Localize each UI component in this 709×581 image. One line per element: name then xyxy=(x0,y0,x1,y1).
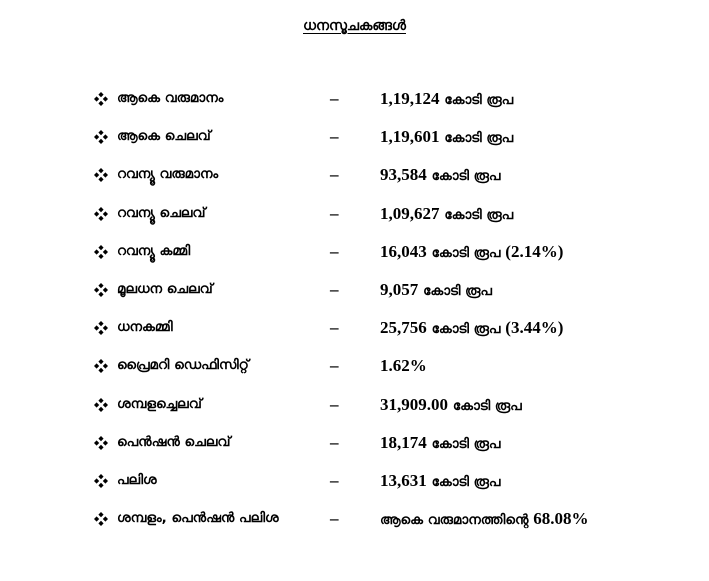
list-item xyxy=(0,279,709,317)
indicator-label: റവന്യൂ കമ്മി xyxy=(117,242,191,259)
list-item xyxy=(0,203,709,241)
diamond-bullet-icon xyxy=(94,359,108,373)
separator-dash: – xyxy=(330,432,339,452)
indicator-value xyxy=(380,509,589,529)
separator-dash: – xyxy=(330,165,339,185)
separator-dash: – xyxy=(330,241,339,261)
indicator-value xyxy=(380,242,563,262)
separator-dash: – xyxy=(330,318,339,338)
value-number: 25,756 xyxy=(380,318,427,338)
indicator-label: റവന്യൂ വരുമാനം xyxy=(117,166,219,183)
indicator-value xyxy=(380,127,513,147)
list-item xyxy=(0,241,709,279)
indicator-value xyxy=(380,433,500,453)
value-number: 13,631 xyxy=(380,470,427,490)
value-number: 1,19,601 xyxy=(380,127,440,147)
separator-dash: – xyxy=(330,470,339,490)
list-item xyxy=(0,508,709,546)
indicator-label: ആകെ ചെലവ് xyxy=(117,128,211,145)
value-prefix: ആകെ വരുമാനത്തിന്റെ xyxy=(380,512,529,529)
diamond-bullet-icon xyxy=(94,130,108,144)
indicator-label: പലിശ xyxy=(117,471,157,488)
value-number: 68.08% xyxy=(533,509,589,529)
value-unit: കോടി രൂപ xyxy=(423,282,492,299)
diamond-bullet-icon xyxy=(94,283,108,297)
indicator-label: ആകെ വരുമാനം xyxy=(117,90,224,106)
fiscal-indicator-list xyxy=(0,88,709,546)
value-number: 1,19,124 xyxy=(380,89,440,108)
diamond-bullet-icon xyxy=(94,512,108,526)
list-item xyxy=(0,126,709,164)
separator-dash: – xyxy=(330,279,339,299)
value-unit: കോടി രൂപ xyxy=(431,168,501,185)
indicator-value xyxy=(380,318,563,338)
separator-dash: – xyxy=(330,127,339,147)
list-item xyxy=(0,164,709,202)
indicator-value xyxy=(380,356,427,376)
page-title: ധനസൂചകങ്ങൾ xyxy=(303,18,406,34)
list-item xyxy=(0,317,709,355)
indicator-label: പെൻഷൻ ചെലവ് xyxy=(117,433,231,450)
value-number: 9,057 xyxy=(380,279,419,299)
diamond-bullet-icon xyxy=(94,92,108,106)
value-unit: കോടി രൂപ xyxy=(444,206,514,223)
list-item xyxy=(0,394,709,432)
indicator-value xyxy=(380,395,522,415)
value-percent: (2.14%) xyxy=(505,241,564,261)
list-item xyxy=(0,432,709,470)
diamond-bullet-icon xyxy=(94,474,108,488)
value-number: 18,174 xyxy=(380,432,427,452)
indicator-value xyxy=(380,89,513,109)
value-number: 16,043 xyxy=(380,241,427,261)
list-item xyxy=(0,355,709,393)
value-number: 1,09,627 xyxy=(380,203,440,223)
indicator-value xyxy=(380,471,500,491)
list-item xyxy=(0,470,709,508)
diamond-bullet-icon xyxy=(94,436,108,450)
indicator-label: പ്രൈമറി ഡെഫിസിറ്റ് xyxy=(117,357,249,374)
indicator-label: ശമ്പളം, പെൻഷൻ പലിശ xyxy=(117,510,279,527)
value-unit: കോടി രൂപ xyxy=(431,244,501,261)
value-percent: (3.44%) xyxy=(505,318,564,338)
value-unit: കോടി രൂപ xyxy=(452,397,522,414)
diamond-bullet-icon xyxy=(94,398,108,412)
value-number: 93,584 xyxy=(380,165,427,185)
value-number: 1.62% xyxy=(380,356,427,376)
separator-dash: – xyxy=(330,394,339,414)
diamond-bullet-icon xyxy=(94,168,108,182)
value-unit: കോടി രൂപ xyxy=(431,435,501,452)
indicator-label: മൂലധന ചെലവ് xyxy=(117,280,213,297)
indicator-label: ശമ്പളച്ചെലവ് xyxy=(117,395,202,412)
value-unit: കോടി രൂപ xyxy=(431,473,501,490)
separator-dash: – xyxy=(330,203,339,223)
indicator-value xyxy=(380,165,500,185)
value-unit: കോടി രൂപ xyxy=(444,92,514,108)
diamond-bullet-icon xyxy=(94,207,108,221)
diamond-bullet-icon xyxy=(94,245,108,259)
value-unit: കോടി രൂപ xyxy=(431,321,501,338)
value-unit: കോടി രൂപ xyxy=(444,130,514,147)
indicator-label: റവന്യൂ ചെലവ് xyxy=(117,204,206,221)
separator-dash: – xyxy=(330,89,339,108)
list-item xyxy=(0,88,709,126)
diamond-bullet-icon xyxy=(94,321,108,335)
separator-dash: – xyxy=(330,509,339,529)
indicator-value xyxy=(380,204,513,224)
separator-dash: – xyxy=(330,356,339,376)
indicator-label: ധനകമ്മി xyxy=(117,319,173,336)
value-number: 31,909.00 xyxy=(380,394,448,414)
indicator-value xyxy=(380,280,492,300)
